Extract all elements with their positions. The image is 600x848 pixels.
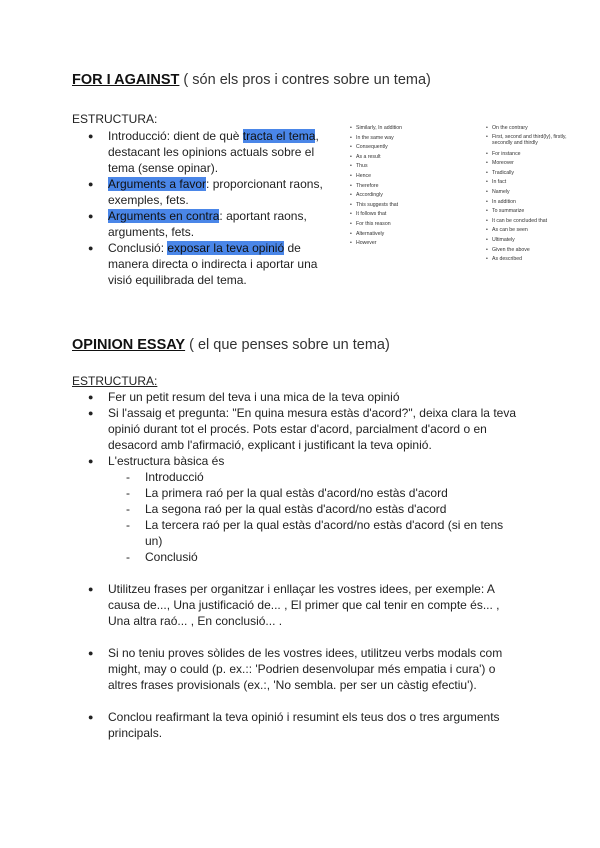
connector-item: • Tradically bbox=[486, 169, 576, 179]
highlight: exposar la teva opinió bbox=[167, 241, 285, 255]
connector-item: • First, second and third(ly), firstly, secondly and thirdly bbox=[486, 134, 576, 150]
connector-item: • In addition bbox=[486, 198, 576, 208]
connector-item: • It follows that bbox=[350, 210, 480, 220]
connector-item: • In fact bbox=[486, 178, 576, 188]
connector-item: • Hence bbox=[350, 172, 480, 182]
connector-item: • Thus bbox=[350, 162, 480, 172]
connector-item: • Alternatively bbox=[350, 230, 480, 240]
connector-item: • Consequently bbox=[350, 143, 480, 153]
heading-text: OPINION ESSAY bbox=[72, 337, 186, 353]
sub-list-item: - La primera raó per la qual estàs d'acord/no estàs d'acord bbox=[108, 485, 522, 501]
connector-item: • Ultimately bbox=[486, 236, 576, 246]
connector-item: • As described bbox=[486, 255, 576, 265]
opinion-essay-structure-list bbox=[72, 389, 522, 741]
list-item: ● Arguments en contra: aportant raons, arguments, fets. bbox=[72, 208, 334, 240]
connector-item: • Therefore bbox=[350, 182, 480, 192]
heading-subtitle: ( el que penses sobre un tema) bbox=[185, 337, 390, 353]
connector-item: • Given the above bbox=[486, 246, 576, 256]
connector-item: • For instance bbox=[486, 150, 576, 160]
connector-item: • Moreover bbox=[486, 159, 576, 169]
connector-item: • To summarize bbox=[486, 207, 576, 217]
sub-list-item: - La segona raó per la qual estàs d'acord/no estàs d'acord bbox=[108, 501, 522, 517]
sub-list-item: - Conclusió bbox=[108, 549, 522, 565]
tip-item: ● Utilitzeu frases per organitzar i enllaçar les vostres idees, per exemple: A causa de..., Una justificació de... , El primer que cal tenir en compte és... , Una altra raó... , En conclusió... . bbox=[72, 581, 522, 629]
connector-item: • On the contrary bbox=[486, 124, 576, 134]
list-item-text: L'estructura bàsica és bbox=[108, 454, 225, 468]
tip-item: ● Si no teniu proves sòlides de les vostres idees, utilitzeu verbs modals com might, may o could (p. ex.:: 'Podrien desenvolupar més empatia i cura') o altres frases provisionals (ex.:, 'No sembla. per ser un càstig efectiu'). bbox=[72, 645, 522, 693]
sub-list-item: - Introducció bbox=[108, 469, 522, 485]
list-item bbox=[72, 453, 522, 565]
connector-item: • It can be concluded that bbox=[486, 217, 576, 227]
connector-item: • However bbox=[350, 239, 480, 249]
structure-label: ESTRUCTURA: bbox=[72, 112, 158, 126]
connectors-column-2 bbox=[486, 124, 576, 265]
heading-text: FOR I AGAINST bbox=[72, 72, 180, 88]
for-against-structure-list bbox=[72, 128, 334, 288]
section-title-for-against bbox=[72, 72, 431, 88]
connector-item: • Accordingly bbox=[350, 191, 480, 201]
connector-item: • Similarly, In addition bbox=[350, 124, 480, 134]
basic-structure-sublist bbox=[108, 469, 522, 565]
sub-list-item: - La tercera raó per la qual estàs d'acord/no estàs d'acord (si en tens un) bbox=[108, 517, 522, 549]
list-item: ● Introducció: dient de què tracta el tema, destacant les opinions actuals sobre el tema (sense opinar). bbox=[72, 128, 334, 176]
list-item: ● Fer un petit resum del teva i una mica de la teva opinió bbox=[72, 389, 522, 405]
tip-item: ● Conclou reafirmant la teva opinió i resumint els teus dos o tres arguments principals. bbox=[72, 709, 522, 741]
list-item: ● Arguments a favor: proporcionant raons, exemples, fets. bbox=[72, 176, 334, 208]
list-item: ● Conclusió: exposar la teva opinió de manera directa o indirecta i aportar una visió equilibrada del tema. bbox=[72, 240, 334, 288]
structure-label: ESTRUCTURA: bbox=[72, 374, 158, 388]
list-item: ● Si l'assaig et pregunta: "En quina mesura estàs d'acord?", deixa clara la teva opinió durant tot el procés. Pots estar d'acord, parcialment d'acord o en desacord amb l'afirmació, explicant i justificant la teva opinió. bbox=[72, 405, 522, 453]
connectors-column-1 bbox=[350, 124, 480, 249]
heading-subtitle: ( són els pros i contres sobre un tema) bbox=[179, 72, 431, 88]
highlight: Arguments en contra bbox=[108, 209, 220, 223]
connector-item: • As a result bbox=[350, 153, 480, 163]
connector-item: • For this reason bbox=[350, 220, 480, 230]
connector-item: • This suggests that bbox=[350, 201, 480, 211]
connector-item: • Namely bbox=[486, 188, 576, 198]
section-title-opinion-essay bbox=[72, 337, 390, 353]
connector-item: • As can be seen bbox=[486, 226, 576, 236]
connector-item: • In the same way bbox=[350, 134, 480, 144]
highlight: Arguments a favor bbox=[108, 177, 207, 191]
highlight: tracta el tema bbox=[242, 129, 316, 143]
